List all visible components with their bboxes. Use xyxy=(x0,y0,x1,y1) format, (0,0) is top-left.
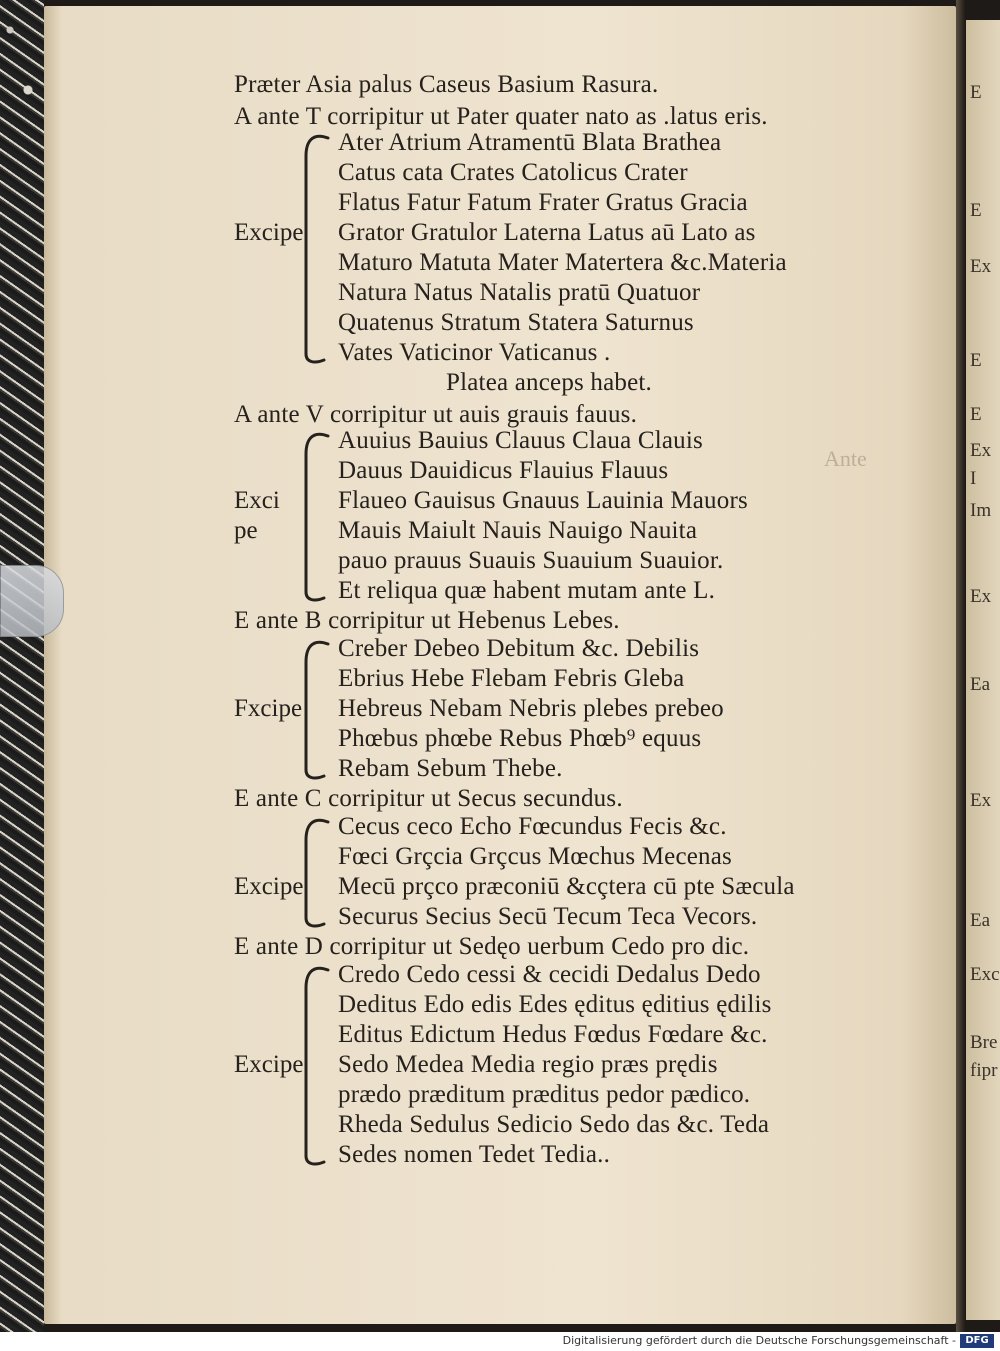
text-line: Rebam Sebum Thebe. xyxy=(338,755,563,782)
exci-label: Exci xyxy=(234,487,280,514)
text-line: Hebreus Nebam Nebris plebes prebeo xyxy=(338,695,724,722)
text-line: pauo prauus Suauis Suauium Suauior. xyxy=(338,547,724,574)
text-line: Quatenus Stratum Statera Saturnus xyxy=(338,309,694,336)
text-line: Sedo Medea Media regio præs prędis xyxy=(338,1051,718,1078)
text-line: A ante T corripitur ut Pater quater nato as .latus eris. xyxy=(234,103,768,130)
text-line: Editus Edictum Hedus Fœdus Fœdare &c. xyxy=(338,1021,768,1048)
text-line: Et reliqua quæ habent mutam ante L. xyxy=(338,577,716,604)
edge-text-fragment: Ex xyxy=(970,256,992,277)
edge-text-fragment: I xyxy=(970,468,977,489)
marbled-cover-edge xyxy=(0,0,44,1332)
text-line: E ante D corripitur ut Sedęo uerbum Cedo pro dic. xyxy=(234,933,750,960)
bracket-icon xyxy=(296,426,332,606)
text-line: Flaueo Gauisus Gnauus Lauinia Mauors xyxy=(338,487,748,514)
excipe-label: Fxcipe xyxy=(234,695,303,722)
text-line: Deditus Edo edis Edes ęditus ęditius ędilis xyxy=(338,991,772,1018)
text-line: Cecus ceco Echo Fœcundus Fecis &c. xyxy=(338,813,727,840)
show-through-text: Ante xyxy=(824,446,867,471)
text-line: Flatus Fatur Fatum Frater Gratus Gracia xyxy=(338,189,748,216)
book-gutter xyxy=(956,0,966,1332)
edge-text-fragment: Ea xyxy=(970,910,991,931)
edge-text-fragment: Exc xyxy=(970,964,1000,985)
pe-label: pe xyxy=(234,517,258,544)
text-line: Sedes nomen Tedet Tedia.. xyxy=(338,1141,611,1168)
text-line: Vates Vaticinor Vaticanus . xyxy=(338,339,611,366)
text-line: E ante B corripitur ut Hebenus Lebes. xyxy=(234,607,620,634)
edge-text-fragment: Bre xyxy=(970,1032,998,1053)
edge-text-fragment: Im xyxy=(970,500,992,521)
text-line: Ater Atrium Atramentū Blata Brathea xyxy=(338,129,722,156)
text-line: Platea anceps habet. xyxy=(446,369,652,396)
text-line: A ante V corripitur ut auis grauis fauus. xyxy=(234,401,638,428)
page-clip xyxy=(0,565,64,637)
edge-text-fragment: E xyxy=(970,200,982,221)
bracket-icon xyxy=(296,812,332,932)
bracket-icon xyxy=(296,960,332,1170)
excipe-label: Excipe xyxy=(234,873,304,900)
bracket-icon xyxy=(296,128,332,368)
footer-bar xyxy=(0,1332,1000,1351)
text-line: Credo Cedo cessi & cecidi Dedalus Dedo xyxy=(338,961,761,988)
edge-text-fragment: Ex xyxy=(970,440,992,461)
text-line: Securus Secius Secū Tecum Teca Vecors. xyxy=(338,903,758,930)
text-line: Maturo Matuta Mater Matertera &c.Materia xyxy=(338,249,787,276)
text-line: Phœbus phœbe Rebus Phœb⁹ equus xyxy=(338,725,702,752)
book-page xyxy=(44,6,956,1324)
bracket-icon xyxy=(296,634,332,784)
text-line: Catus cata Crates Catolicus Crater xyxy=(338,159,688,186)
text-line: Creber Debeo Debitum &c. Debilis xyxy=(338,635,700,662)
edge-text-fragment: Ea xyxy=(970,674,991,695)
text-line: Mecū prçco præconiū &cçtera cū pte Sæcula xyxy=(338,873,795,900)
text-line: E ante C corripitur ut Secus secundus. xyxy=(234,785,623,812)
next-page-edge xyxy=(966,20,1000,1320)
text-line: Rheda Sedulus Sedicio Sedo das &c. Teda xyxy=(338,1111,770,1138)
edge-text-fragment: E xyxy=(970,404,982,425)
edge-text-fragment: E xyxy=(970,350,982,371)
text-line: Dauus Dauidicus Flauius Flauus xyxy=(338,457,669,484)
text-line: Fœci Grçcia Grçcus Mœchus Mecenas xyxy=(338,843,732,870)
excipe-label: Excipe xyxy=(234,1051,304,1078)
text-line: prædo præditum præditus pedor pædico. xyxy=(338,1081,751,1108)
text-line: Præter Asia palus Caseus Basium Rasura. xyxy=(234,71,659,98)
edge-text-fragment: E xyxy=(970,82,982,103)
funding-notice: Digitalisierung gefördert durch die Deutsche Forschungsgemeinschaft - xyxy=(562,1334,956,1347)
dfg-logo: DFG xyxy=(960,1334,994,1348)
text-line: Ebrius Hebe Flebam Febris Gleba xyxy=(338,665,685,692)
edge-text-fragment: Ex xyxy=(970,790,992,811)
text-line: Mauis Maiult Nauis Nauigo Nauita xyxy=(338,517,698,544)
edge-text-fragment: Ex xyxy=(970,586,992,607)
excipe-label: Excipe xyxy=(234,219,304,246)
text-line: Grator Gratulor Laterna Latus aū Lato as xyxy=(338,219,756,246)
text-line: Auuius Bauius Clauus Claua Clauis xyxy=(338,427,703,454)
edge-text-fragment: fipr xyxy=(970,1060,998,1081)
text-line: Natura Natus Natalis pratū Quatuor xyxy=(338,279,701,306)
